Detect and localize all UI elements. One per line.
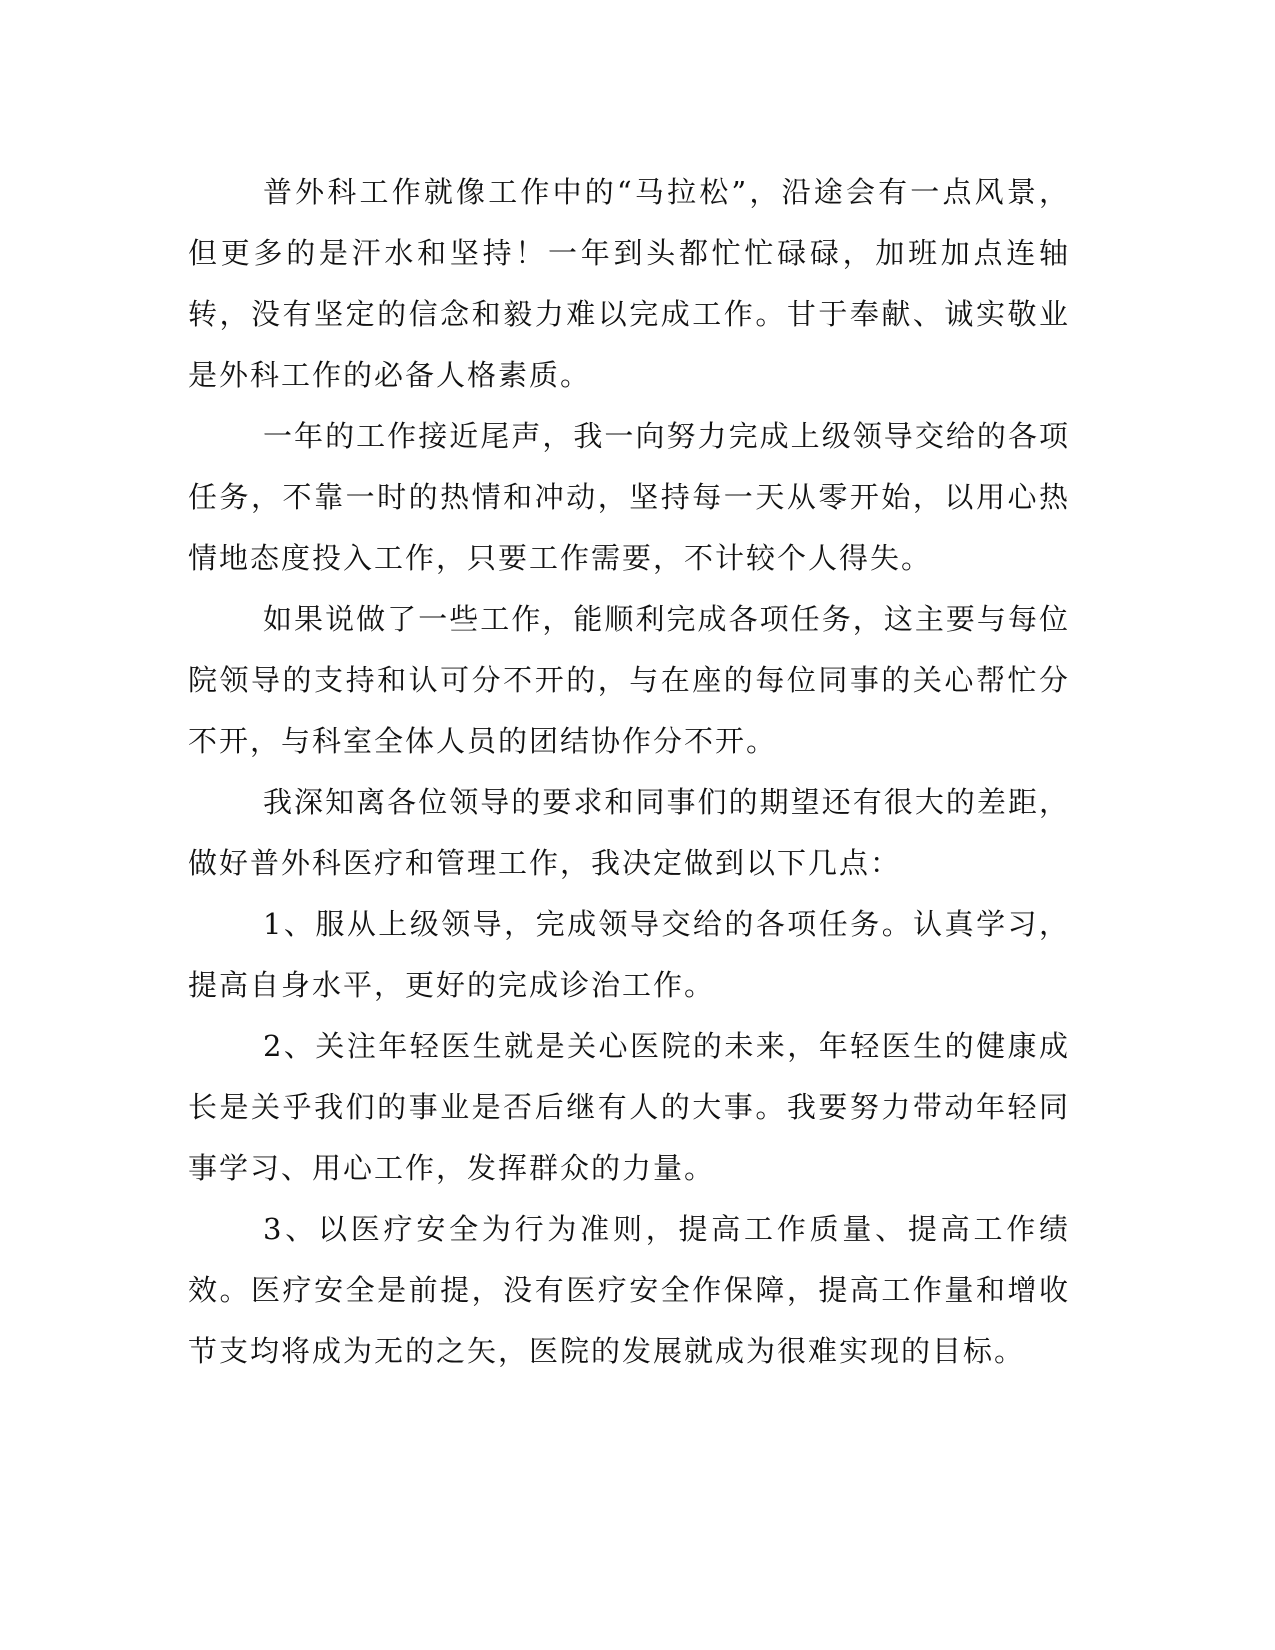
paragraph-point-2: 2、关注年轻医生就是关心医院的未来，年轻医生的健康成长是关乎我们的事业是否后继有人的大事。我要努力带动年轻同事学习、用心工作，发挥群众的力量。 — [188, 1029, 1070, 1185]
paragraph-intro: 普外科工作就像工作中的“马拉松”，沿途会有一点风景，但更多的是汗水和坚持！一年到头都忙忙碌碌，加班加点连轴转，没有坚定的信念和毅力难以完成工作。甘于奉献、诚实敬业是外科工作的必备人格素质。 — [188, 175, 1070, 392]
paragraph-plan-intro: 我深知离各位领导的要求和同事们的期望还有很大的差距，做好普外科医疗和管理工作，我决定做到以下几点： — [188, 785, 1070, 880]
paragraph-thanks: 如果说做了一些工作，能顺利完成各项任务，这主要与每位院领导的支持和认可分不开的，与在座的每位同事的关心帮忙分不开，与科室全体人员的团结协作分不开。 — [188, 602, 1070, 758]
paragraph-point-1: 1、服从上级领导，完成领导交给的各项任务。认真学习，提高自身水平，更好的完成诊治工作。 — [188, 907, 1070, 1002]
paragraph-point-3: 3、以医疗安全为行为准则，提高工作质量、提高工作绩效。医疗安全是前提，没有医疗安全作保障，提高工作量和增收节支均将成为无的之矢，医院的发展就成为很难实现的目标。 — [188, 1212, 1070, 1368]
paragraph-year-summary: 一年的工作接近尾声，我一向努力完成上级领导交给的各项任务，不靠一时的热情和冲动，坚持每一天从零开始，以用心热情地态度投入工作，只要工作需要，不计较个人得失。 — [188, 419, 1070, 575]
document-body — [188, 162, 1070, 1382]
